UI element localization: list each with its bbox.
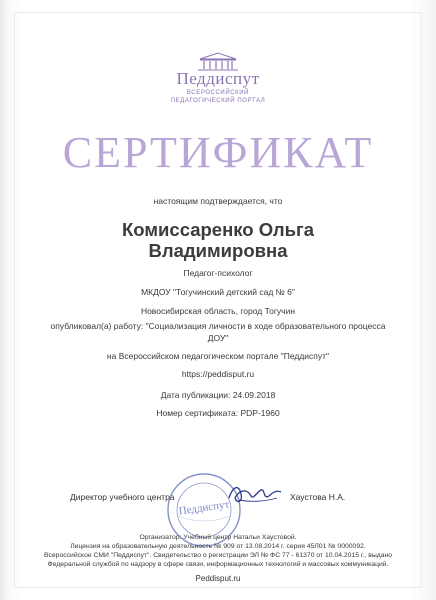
director-name: Хаустова Н.А. [290,492,346,502]
recipient-name-line-2: Владимировна [148,240,288,261]
footer-agency: Федеральной службой по надзору в сфере связи, информационных технологий и массовых коммуникаций. [47,561,389,568]
published-work-line-2: ДОУ" [207,333,229,343]
certificate-title: СЕРТИФИКАТ [62,128,374,177]
location-text: Новосибирская область, город Тогучин [140,306,296,316]
published-work-line-1: опубликовал(а) работу: "Социализация личности в ходе образовательного процесса [50,321,386,331]
publication-date: Дата публикации: 24.09.2018 [160,390,276,400]
logo-name: Педдиспут [176,69,260,88]
director-label: Директор учебного центра [70,492,175,502]
footer-registration: Всероссийское СМИ "Педдиспут". Свидетельство о регистрации ЭЛ № ФС 77 - 61370 от 10.04.2015 г., выдано [43,552,393,559]
footer-organizer: Организатор: Учебный центр Натальи Хаустовой. [139,534,297,541]
portal-text: на Всероссийском педагогическом портале "Педдиспут" [106,351,330,361]
logo-subtitle-1: ВСЕРОССИЙСКИЙ [186,90,250,96]
portal-url: https://peddisput.ru [181,369,255,379]
signature-icon [225,478,285,508]
organization-text: МКДОУ "Тогучинский детский сад № 6" [141,287,295,297]
peddisput-logo [160,52,276,110]
stamp-text: Педдиспут [177,498,231,518]
recipient-name-line-1: Комиссаренко Ольга [122,219,314,240]
recipient-name [40,219,396,261]
logo-subtitle-2: ПЕДАГОГИЧЕСКИЙ ПОРТАЛ [170,98,266,104]
footer-site: Peddisput.ru [195,574,241,583]
footer-license: Лицензия на образовательную деятельность № 909 от 13.08.2014 г. серия 45Л01 № 0000092. [70,543,366,550]
position-text: Педагог-психолог [183,268,253,278]
certificate-number: Номер сертификата: PDP-1960 [156,408,280,418]
intro-text: настоящим подтверждается, что [153,196,283,206]
